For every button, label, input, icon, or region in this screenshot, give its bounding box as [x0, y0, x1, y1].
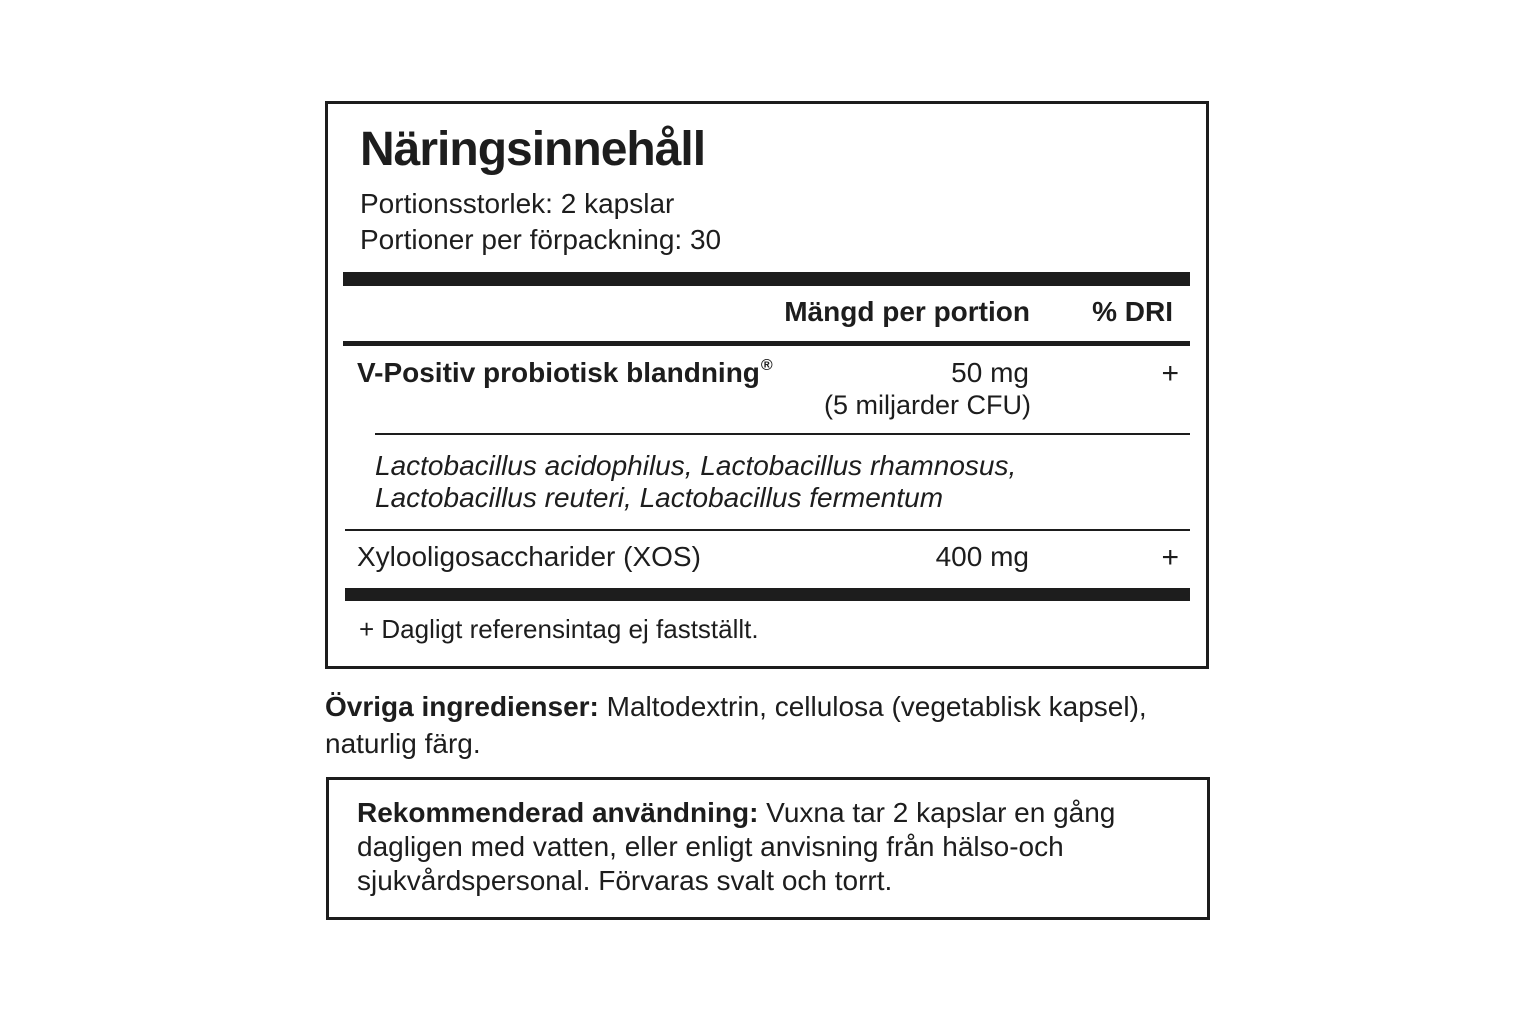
recommended-usage-box	[326, 777, 1210, 920]
species-line-2: Lactobacillus reuteri, Lactobacillus fermentum	[375, 482, 944, 513]
header-amount-per-serving: Mängd per portion	[784, 296, 1030, 327]
thick-divider	[345, 588, 1190, 601]
xos-dri: +	[1161, 541, 1179, 574]
probiotic-blend-cfu: (5 miljarder CFU)	[823, 390, 1031, 420]
xos-name: Xylooligosaccharider (XOS)	[357, 541, 701, 572]
probiotic-blend-label: V-Positiv probiotisk blandning	[357, 357, 760, 388]
row-divider	[345, 529, 1190, 531]
other-ingredients	[325, 688, 1205, 762]
species-list	[375, 450, 1016, 514]
recommended-usage	[357, 796, 1177, 898]
row-divider	[375, 433, 1190, 435]
probiotic-blend-amount: 50 mg	[951, 357, 1029, 388]
probiotic-blend-dri: +	[1161, 357, 1179, 390]
other-ingredients-text: Maltodextrin, cellulosa (vegetablisk kapsel), naturlig färg.	[325, 691, 1147, 759]
servings-per-package: Portioner per förpackning: 30	[360, 224, 722, 255]
registered-mark: ®	[760, 357, 773, 374]
panel-title: Näringsinnehåll	[360, 123, 706, 176]
usage-label: Rekommenderad användning:	[357, 797, 759, 828]
nutrition-facts-panel	[325, 101, 1209, 669]
xos-amount: 400 mg	[935, 541, 1029, 572]
footnote: + Dagligt referensintag ej fastställt.	[359, 614, 759, 644]
species-line-1: Lactobacillus acidophilus, Lactobacillus rhamnosus,	[375, 450, 1017, 481]
other-ingredients-label: Övriga ingredienser:	[325, 691, 599, 722]
probiotic-blend-name	[357, 357, 773, 389]
thick-divider	[343, 272, 1190, 286]
header-divider	[343, 341, 1190, 346]
usage-text: Vuxna tar 2 kapslar en gång dagligen med vatten, eller enligt anvisning från hälso-och sjukvårdspersonal. Förvaras svalt och torrt.	[357, 797, 1116, 896]
header-dri: % DRI	[1092, 296, 1173, 327]
serving-size: Portionsstorlek: 2 kapslar	[360, 188, 675, 219]
